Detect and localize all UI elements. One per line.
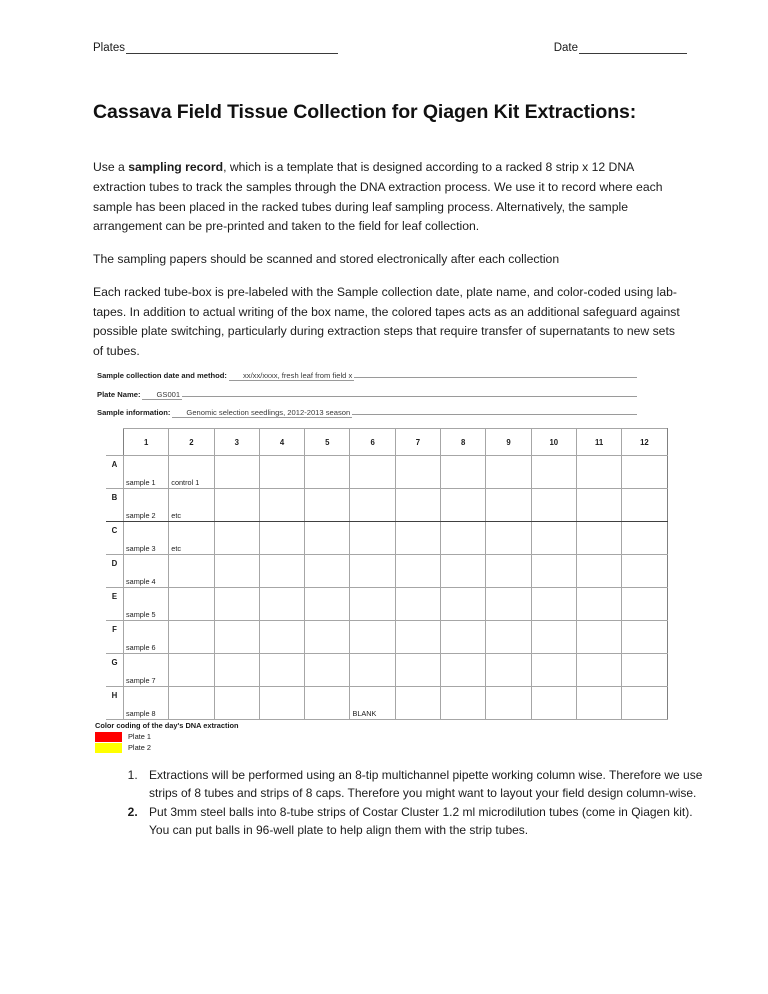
step-item: 1. Extractions will be performed using an 8-tip multichannel pipette working column wise. Therefore we use strips of 8 tubes and strips of 8 caps. Therefore you might want to layout your field design column-wise.: [141, 766, 707, 802]
well-A5[interactable]: [305, 456, 350, 489]
well-B7[interactable]: [395, 489, 440, 522]
row-header-A: A: [106, 456, 124, 489]
well-G2[interactable]: [169, 654, 214, 687]
well-A1[interactable]: sample 1: [124, 456, 169, 489]
date-label: Date: [553, 42, 578, 54]
column-header-2: 2: [169, 429, 214, 456]
well-D3[interactable]: [214, 555, 259, 588]
row-header-C: C: [106, 522, 124, 555]
well-B5[interactable]: [305, 489, 350, 522]
well-D10[interactable]: [531, 555, 576, 588]
row-header-E: E: [106, 588, 124, 621]
well-B2[interactable]: etc: [169, 489, 214, 522]
column-header-3: 3: [214, 429, 259, 456]
well-D7[interactable]: [395, 555, 440, 588]
well-H12[interactable]: [622, 687, 667, 720]
table-row: [106, 588, 667, 621]
well-B4[interactable]: [259, 489, 304, 522]
well-H4[interactable]: [259, 687, 304, 720]
well-D11[interactable]: [576, 555, 621, 588]
plates-label: Plates: [93, 42, 125, 54]
well-F3[interactable]: [214, 621, 259, 654]
plate-name-value[interactable]: GS001: [142, 390, 182, 400]
plates-blank-rule[interactable]: [126, 53, 338, 54]
table-row: [106, 687, 667, 720]
well-A2[interactable]: control 1: [169, 456, 214, 489]
well-C6[interactable]: [350, 522, 395, 555]
well-F10[interactable]: [531, 621, 576, 654]
sample-record-fields: [97, 368, 637, 424]
well-F6[interactable]: [350, 621, 395, 654]
well-A3[interactable]: [214, 456, 259, 489]
well-H9[interactable]: [486, 687, 531, 720]
column-header-12: 12: [622, 429, 667, 456]
well-H7[interactable]: [395, 687, 440, 720]
well-G10[interactable]: [531, 654, 576, 687]
collection-date-value[interactable]: xx/xx/xxxx, fresh leaf from field x: [229, 371, 354, 381]
well-D8[interactable]: [441, 555, 486, 588]
well-F7[interactable]: [395, 621, 440, 654]
table-row: [106, 489, 667, 522]
well-C7[interactable]: [395, 522, 440, 555]
sample-information-label: Sample information:: [97, 408, 171, 417]
well-A11[interactable]: [576, 456, 621, 489]
page-title: Cassava Field Tissue Collection for Qiagen Kit Extractions:: [93, 101, 637, 124]
color-coding-legend: [95, 721, 239, 753]
well-F4[interactable]: [259, 621, 304, 654]
well-A12[interactable]: [622, 456, 667, 489]
column-header-5: 5: [305, 429, 350, 456]
table-row: [106, 621, 667, 654]
well-E4[interactable]: [259, 588, 304, 621]
well-A8[interactable]: [441, 456, 486, 489]
well-E7[interactable]: [395, 588, 440, 621]
row-header-B: B: [106, 489, 124, 522]
well-H1[interactable]: sample 8: [124, 687, 169, 720]
well-C12[interactable]: [622, 522, 667, 555]
well-C4[interactable]: [259, 522, 304, 555]
well-H10[interactable]: [531, 687, 576, 720]
well-C11[interactable]: [576, 522, 621, 555]
well-B10[interactable]: [531, 489, 576, 522]
sample-information-value[interactable]: Genomic selection seedlings, 2012-2013 season: [172, 408, 352, 418]
well-F5[interactable]: [305, 621, 350, 654]
well-D6[interactable]: [350, 555, 395, 588]
paragraph-1-post: , which is a template that is designed according to a racked 8 strip x 12 DNA extraction tubes to track the samples through the DNA extraction process. We use it to record where each sample has been placed in the racked tubes during leaf sampling process. Alternatively, the sample arrangement can be pre-printed and taken to the field for leaf collection.: [93, 160, 663, 234]
table-row: [106, 654, 667, 687]
date-field: [554, 42, 687, 54]
well-H8[interactable]: [441, 687, 486, 720]
well-G12[interactable]: [622, 654, 667, 687]
sample-information-rule[interactable]: [352, 405, 637, 415]
well-E12[interactable]: [622, 588, 667, 621]
well-H11[interactable]: [576, 687, 621, 720]
well-E5[interactable]: [305, 588, 350, 621]
well-G8[interactable]: [441, 654, 486, 687]
row-header-F: F: [106, 621, 124, 654]
plates-field: [93, 42, 338, 54]
well-A9[interactable]: [486, 456, 531, 489]
well-H5[interactable]: [305, 687, 350, 720]
well-G5[interactable]: [305, 654, 350, 687]
form-header-line: [93, 42, 687, 54]
well-G3[interactable]: [214, 654, 259, 687]
paragraph-1: [93, 158, 682, 237]
column-header-9: 9: [486, 429, 531, 456]
well-C3[interactable]: [214, 522, 259, 555]
well-E2[interactable]: [169, 588, 214, 621]
well-A4[interactable]: [259, 456, 304, 489]
well-H2[interactable]: [169, 687, 214, 720]
legend-item-plate-1: [95, 731, 239, 742]
plate-name-label: Plate Name:: [97, 389, 141, 399]
paragraph-1-pre: Use a: [93, 160, 129, 174]
collection-date-label: Sample collection date and method:: [97, 371, 227, 380]
well-D9[interactable]: [486, 555, 531, 588]
well-G11[interactable]: [576, 654, 621, 687]
column-header-7: 7: [395, 429, 440, 456]
date-blank-rule[interactable]: [579, 53, 687, 54]
well-G6[interactable]: [350, 654, 395, 687]
well-E1[interactable]: sample 5: [124, 588, 169, 621]
well-E8[interactable]: [441, 588, 486, 621]
row-header-D: D: [106, 555, 124, 588]
well-F1[interactable]: sample 6: [124, 621, 169, 654]
plate-name-row: [97, 387, 637, 400]
legend-label-plate-1: Plate 1: [128, 732, 152, 741]
column-header-4: 4: [259, 429, 304, 456]
column-header-1: 1: [124, 429, 169, 456]
well-E10[interactable]: [531, 588, 576, 621]
column-header-8: 8: [441, 429, 486, 456]
well-B6[interactable]: [350, 489, 395, 522]
well-H6[interactable]: BLANK: [350, 687, 395, 720]
well-G1[interactable]: sample 7: [124, 654, 169, 687]
well-B3[interactable]: [214, 489, 259, 522]
well-B8[interactable]: [441, 489, 486, 522]
well-B11[interactable]: [576, 489, 621, 522]
plate-name-rule[interactable]: [182, 387, 637, 397]
paragraph-2: The sampling papers should be scanned and stored electronically after each collection: [93, 252, 560, 267]
well-F12[interactable]: [622, 621, 667, 654]
well-A7[interactable]: [395, 456, 440, 489]
table-row: [106, 522, 667, 555]
well-F8[interactable]: [441, 621, 486, 654]
well-D4[interactable]: [259, 555, 304, 588]
well-E6[interactable]: [350, 588, 395, 621]
well-B1[interactable]: sample 2: [124, 489, 169, 522]
grid-corner: [106, 429, 124, 456]
well-C10[interactable]: [531, 522, 576, 555]
well-C2[interactable]: etc: [169, 522, 214, 555]
well-H3[interactable]: [214, 687, 259, 720]
legend-item-plate-2: [95, 742, 239, 753]
well-G4[interactable]: [259, 654, 304, 687]
well-D12[interactable]: [622, 555, 667, 588]
well-C1[interactable]: sample 3: [124, 522, 169, 555]
table-row: [106, 555, 667, 588]
row-header-H: H: [106, 687, 124, 720]
color-swatch-plate-1: [95, 732, 122, 742]
well-E11[interactable]: [576, 588, 621, 621]
legend-label-plate-2: Plate 2: [128, 743, 152, 752]
column-header-6: 6: [350, 429, 395, 456]
well-D5[interactable]: [305, 555, 350, 588]
well-C5[interactable]: [305, 522, 350, 555]
well-G9[interactable]: [486, 654, 531, 687]
well-D2[interactable]: [169, 555, 214, 588]
well-D1[interactable]: sample 4: [124, 555, 169, 588]
well-F9[interactable]: [486, 621, 531, 654]
well-F2[interactable]: [169, 621, 214, 654]
paragraph-3: Each racked tube-box is pre-labeled with the Sample collection date, plate name, and color-coded using lab-tapes. In addition to actual writing of the box name, the colored tapes acts as an additional safeguard against possible plate switching, particularly during extraction steps that require transfer of supernatants to new sets of tubes.: [93, 284, 680, 359]
step-item: 2. Put 3mm steel balls into 8-tube strips of Costar Cluster 1.2 ml microdilution tubes (come in Qiagen kit). You can put balls in 96-well plate to help align them with the strip tubes.: [141, 803, 707, 839]
sample-information-row: [97, 405, 637, 418]
well-B12[interactable]: [622, 489, 667, 522]
well-F11[interactable]: [576, 621, 621, 654]
column-header-11: 11: [576, 429, 621, 456]
table-row: [106, 456, 667, 489]
well-E9[interactable]: [486, 588, 531, 621]
well-C9[interactable]: [486, 522, 531, 555]
well-B9[interactable]: [486, 489, 531, 522]
legend-title: Color coding of the day's DNA extraction: [95, 721, 239, 730]
table-header-row: [106, 429, 667, 456]
column-header-10: 10: [531, 429, 576, 456]
plate-table: [106, 428, 668, 720]
body-text: [93, 158, 682, 362]
well-G7[interactable]: [395, 654, 440, 687]
paragraph-1-bold: sampling record: [128, 160, 224, 174]
well-A6[interactable]: [350, 456, 395, 489]
well-C8[interactable]: [441, 522, 486, 555]
procedure-steps: [113, 766, 707, 840]
collection-date-row: [97, 368, 637, 381]
row-header-G: G: [106, 654, 124, 687]
collection-date-rule[interactable]: [354, 368, 637, 378]
color-swatch-plate-2: [95, 743, 122, 753]
well-E3[interactable]: [214, 588, 259, 621]
plate-table-body: [106, 456, 667, 720]
well-A10[interactable]: [531, 456, 576, 489]
plate-layout-grid: [106, 428, 668, 720]
